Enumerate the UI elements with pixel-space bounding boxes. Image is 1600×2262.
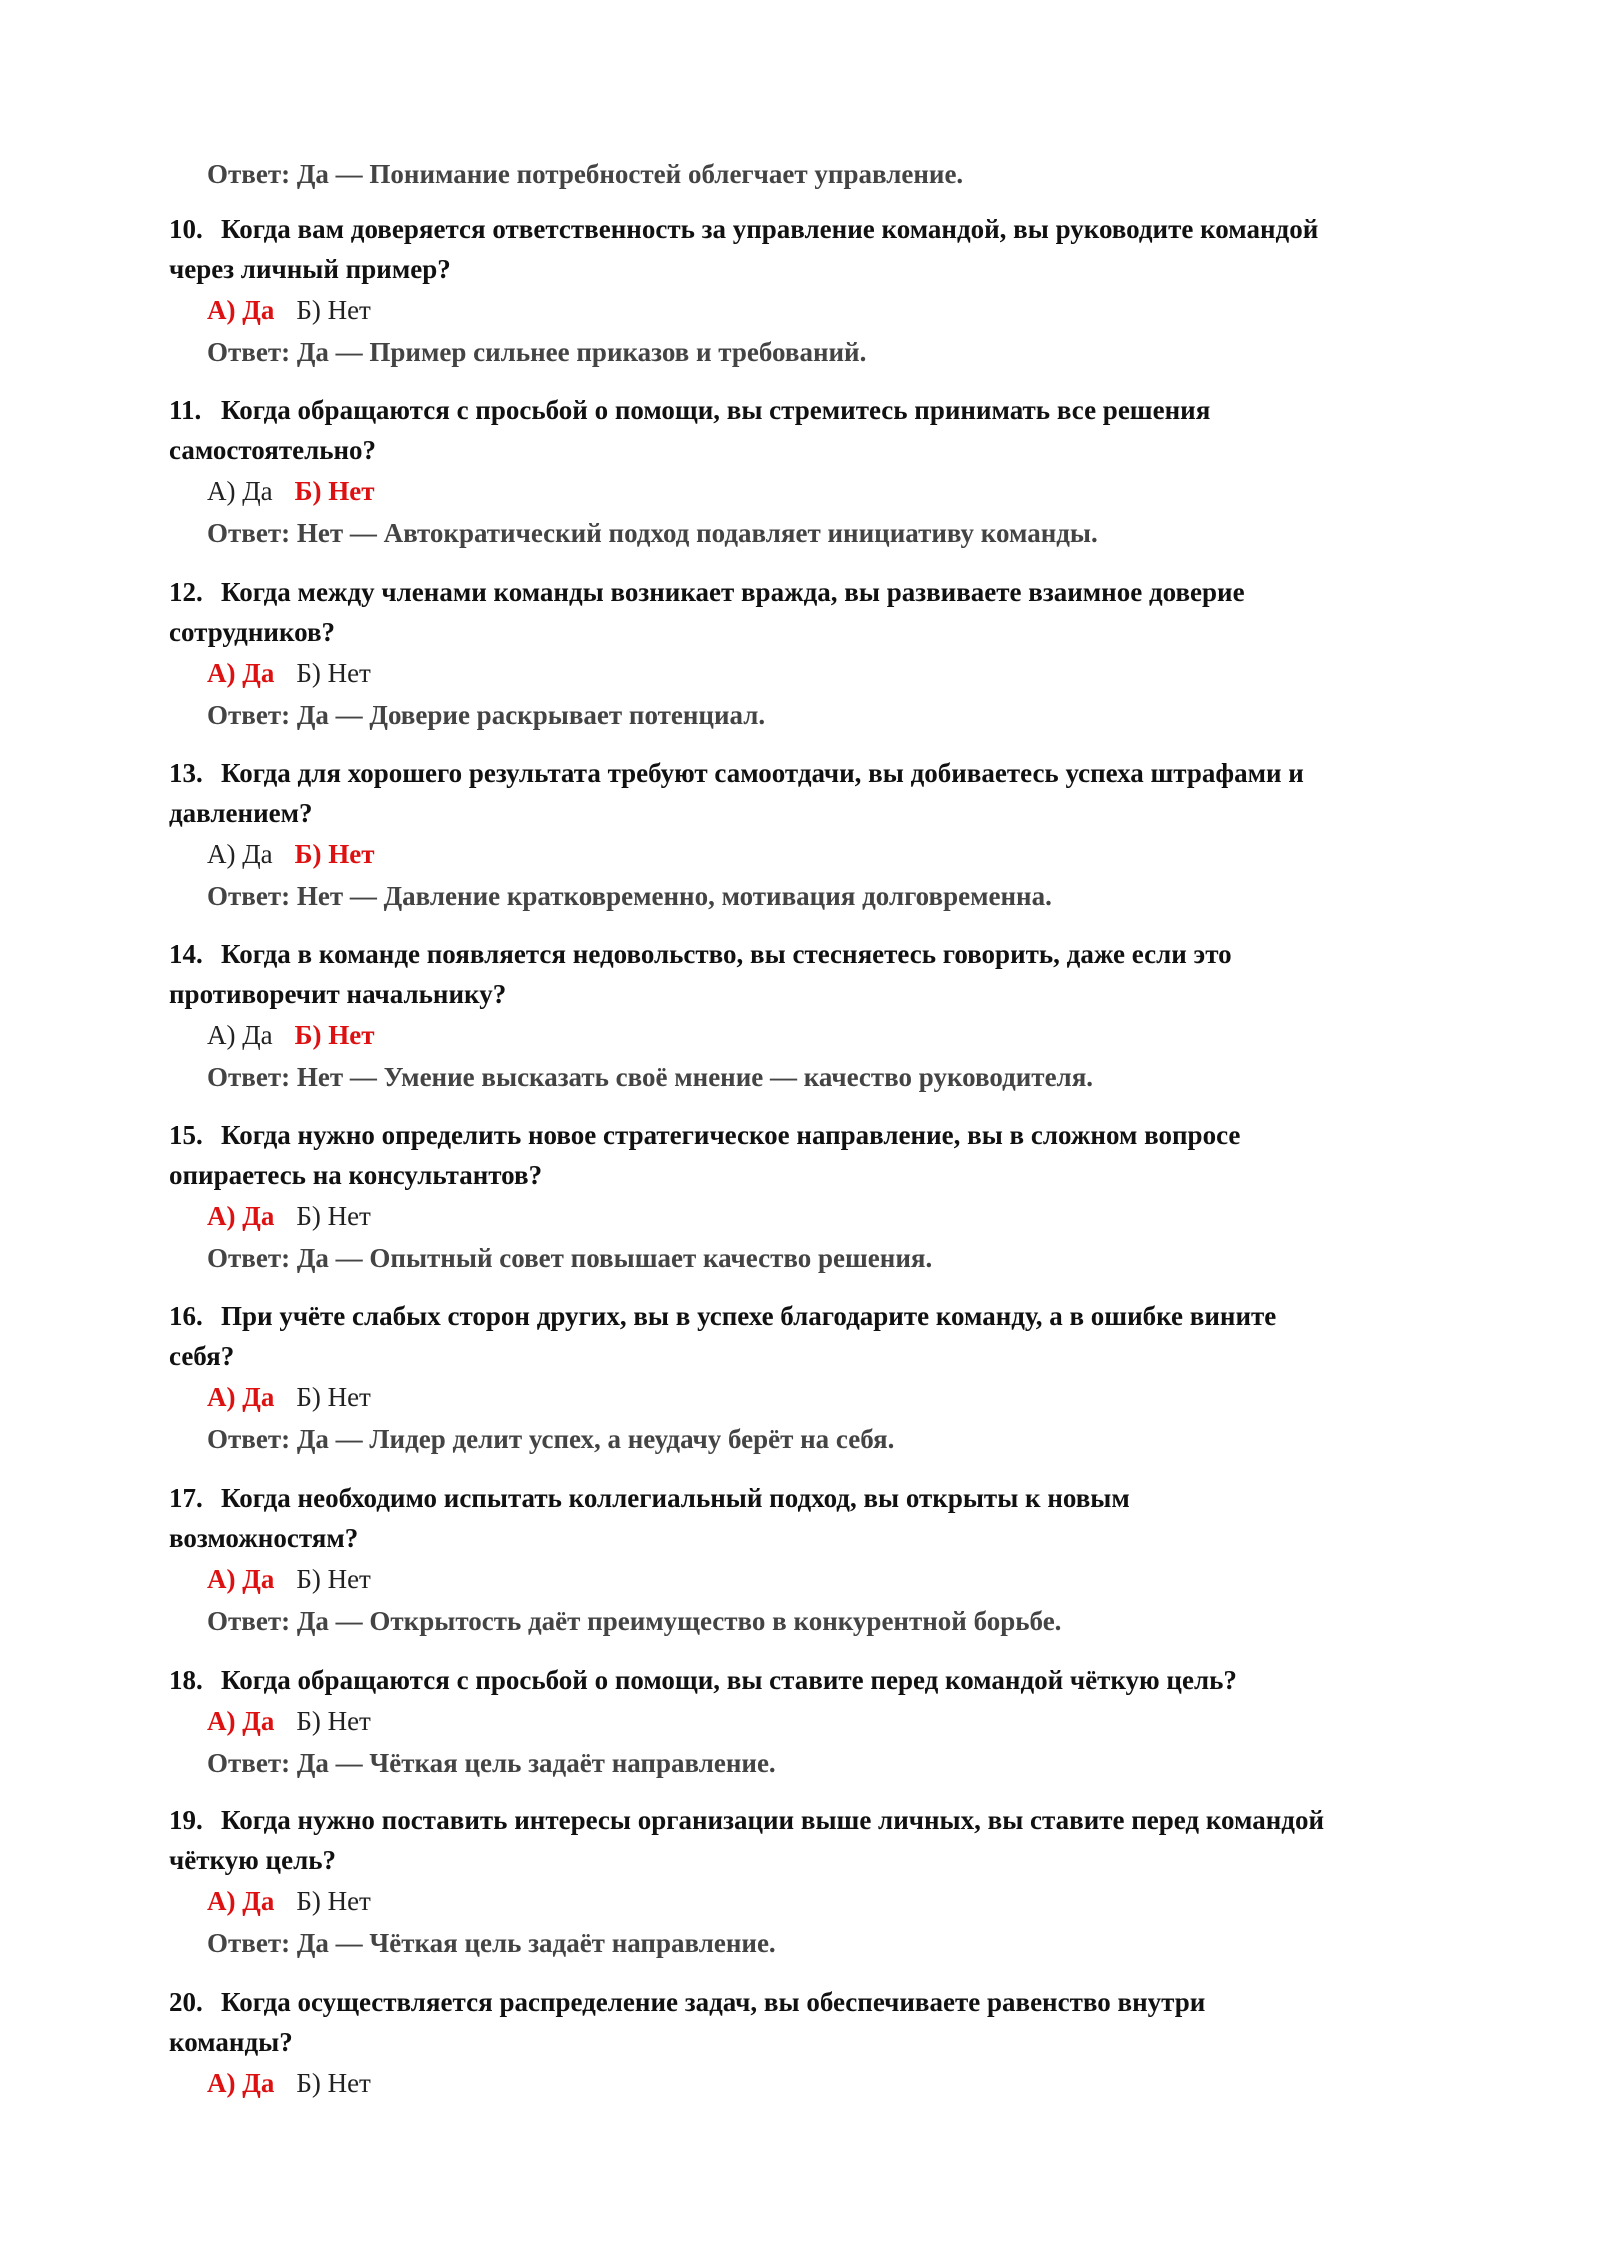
question-line — [169, 1336, 1459, 1376]
question-item — [169, 1982, 1459, 2104]
question-line-text: Когда обращаются с просьбой о помощи, вы стремитесь принимать все решения — [221, 395, 1211, 425]
question-line — [169, 209, 1459, 249]
option-a: А) Да — [207, 295, 275, 325]
question-line-text: давлением? — [169, 798, 313, 828]
answer-options — [207, 1376, 1459, 1418]
question-text — [169, 1800, 1459, 1880]
question-text — [169, 1115, 1459, 1195]
question-line — [169, 753, 1459, 793]
question-line — [169, 974, 1459, 1014]
question-line — [169, 390, 1459, 430]
question-number: 11. — [169, 395, 202, 425]
question-line-text: противоречит начальнику? — [169, 979, 507, 1009]
question-line — [169, 2022, 1459, 2062]
question-number: 16. — [169, 1301, 203, 1331]
question-number: 10. — [169, 214, 203, 244]
answer-explanation: Ответ: Да — Лидер делит успех, а неудачу берёт на себя. — [207, 1424, 895, 1454]
question-item — [169, 934, 1459, 1098]
question-line-text: Когда для хорошего результата требуют самоотдачи, вы добиваетесь успеха штрафами и — [221, 758, 1304, 788]
question-line — [169, 1115, 1459, 1155]
question-line — [169, 793, 1459, 833]
question-line — [169, 1518, 1459, 1558]
option-b: Б) Нет — [296, 1706, 371, 1736]
question-line-text: чёткую цель? — [169, 1845, 336, 1875]
question-line-text: Когда вам доверяется ответственность за управление командой, вы руководите командой — [221, 214, 1319, 244]
question-item — [169, 1296, 1459, 1460]
question-line — [169, 1478, 1459, 1518]
question-line-text: Когда обращаются с просьбой о помощи, вы ставите перед командой чёткую цель? — [221, 1665, 1237, 1695]
question-line — [169, 934, 1459, 974]
option-b: Б) Нет — [296, 1564, 371, 1594]
answer-explanation: Ответ: Да — Пример сильнее приказов и требований. — [207, 337, 867, 367]
question-line-text: Когда нужно поставить интересы организации выше личных, вы ставите перед командой — [221, 1805, 1325, 1835]
option-a: А) Да — [207, 1201, 275, 1231]
question-line-text: Когда необходимо испытать коллегиальный подход, вы открыты к новым — [221, 1483, 1130, 1513]
option-b: Б) Нет — [296, 295, 371, 325]
answer-options — [207, 470, 1459, 512]
question-line-text: опираетесь на консультантов? — [169, 1160, 543, 1190]
question-number: 17. — [169, 1483, 203, 1513]
question-line — [169, 430, 1459, 470]
question-text — [169, 1982, 1459, 2062]
question-line-text: Когда в команде появляется недовольство, вы стесняетесь говорить, даже если это — [221, 939, 1232, 969]
question-line-text: При учёте слабых сторон других, вы в успехе благодарите команду, а в ошибке вините — [221, 1301, 1277, 1331]
answer-explanation: Ответ: Да — Открытость даёт преимущество в конкурентной борьбе. — [207, 1606, 1062, 1636]
option-b: Б) Нет — [294, 839, 375, 869]
question-text — [169, 390, 1459, 470]
question-number: 20. — [169, 1987, 203, 2017]
question-number: 14. — [169, 939, 203, 969]
answer-options — [207, 1195, 1459, 1237]
answer-options — [207, 1014, 1459, 1056]
answer-explanation: Ответ: Да — Доверие раскрывает потенциал. — [207, 700, 766, 730]
option-a: А) Да — [207, 1706, 275, 1736]
question-number: 18. — [169, 1665, 203, 1695]
question-item — [169, 753, 1459, 917]
question-text — [169, 753, 1459, 833]
answer-options — [207, 1558, 1459, 1600]
question-item — [169, 390, 1459, 554]
answer-explanation: Ответ: Нет — Умение высказать своё мнение — качество руководителя. — [207, 1062, 1094, 1092]
answer-explanation: Ответ: Да — Чёткая цель задаёт направление. — [207, 1928, 776, 1958]
question-line — [169, 572, 1459, 612]
option-a: А) Да — [207, 2068, 275, 2098]
question-line-text: сотрудников? — [169, 617, 336, 647]
question-item — [169, 1660, 1459, 1784]
question-line — [169, 1800, 1459, 1840]
question-text — [169, 1478, 1459, 1558]
question-number: 15. — [169, 1120, 203, 1150]
question-line-text: Когда нужно определить новое стратегическое направление, вы в сложном вопросе — [221, 1120, 1241, 1150]
option-b: Б) Нет — [296, 2068, 371, 2098]
question-line-text: Когда осуществляется распределение задач, вы обеспечиваете равенство внутри — [221, 1987, 1206, 2017]
answer-options — [207, 1700, 1459, 1742]
option-b: Б) Нет — [294, 1020, 375, 1050]
answer-explanation: Ответ: Нет — Автократический подход подавляет инициативу команды. — [207, 518, 1098, 548]
question-number: 12. — [169, 577, 203, 607]
question-text — [169, 1660, 1459, 1700]
option-a: А) Да — [207, 839, 273, 869]
question-line — [169, 612, 1459, 652]
answer-options — [207, 289, 1459, 331]
option-b: Б) Нет — [296, 1201, 371, 1231]
question-line — [169, 1155, 1459, 1195]
option-a: А) Да — [207, 658, 275, 688]
question-item — [169, 1115, 1459, 1279]
answer-explanation: Ответ: Да — Опытный совет повышает качество решения. — [207, 1243, 933, 1273]
question-line — [169, 1660, 1459, 1700]
question-text — [169, 209, 1459, 289]
question-line-text: самостоятельно? — [169, 435, 377, 465]
answer-explanation-9: Ответ: Да — Понимание потребностей облегчает управление. — [207, 159, 964, 189]
question-item — [169, 572, 1459, 736]
answer-options — [207, 833, 1459, 875]
question-number: 13. — [169, 758, 203, 788]
option-a: А) Да — [207, 1564, 275, 1594]
question-text — [169, 1296, 1459, 1376]
question-line-text: Когда между членами команды возникает вражда, вы развиваете взаимное доверие — [221, 577, 1245, 607]
question-text — [169, 572, 1459, 652]
answer-explanation: Ответ: Нет — Давление кратковременно, мотивация долговременна. — [207, 881, 1052, 911]
option-b: Б) Нет — [294, 476, 375, 506]
option-a: А) Да — [207, 476, 273, 506]
question-line — [169, 249, 1459, 289]
question-line-text: команды? — [169, 2027, 293, 2057]
question-line — [169, 1982, 1459, 2022]
question-line-text: себя? — [169, 1341, 235, 1371]
question-line-text: через личный пример? — [169, 254, 451, 284]
answer-options — [207, 2062, 1459, 2104]
answer-options — [207, 1880, 1459, 1922]
option-b: Б) Нет — [296, 1886, 371, 1916]
question-item — [169, 1800, 1459, 1964]
option-a: А) Да — [207, 1382, 275, 1412]
answer-options — [207, 652, 1459, 694]
question-item — [169, 1478, 1459, 1642]
question-item — [169, 209, 1459, 373]
option-a: А) Да — [207, 1020, 273, 1050]
option-b: Б) Нет — [296, 1382, 371, 1412]
option-a: А) Да — [207, 1886, 275, 1916]
question-line — [169, 1840, 1459, 1880]
question-number: 19. — [169, 1805, 203, 1835]
option-b: Б) Нет — [296, 658, 371, 688]
question-line-text: возможностям? — [169, 1523, 359, 1553]
question-line — [169, 1296, 1459, 1336]
answer-explanation: Ответ: Да — Чёткая цель задаёт направление. — [207, 1748, 776, 1778]
question-text — [169, 934, 1459, 1014]
